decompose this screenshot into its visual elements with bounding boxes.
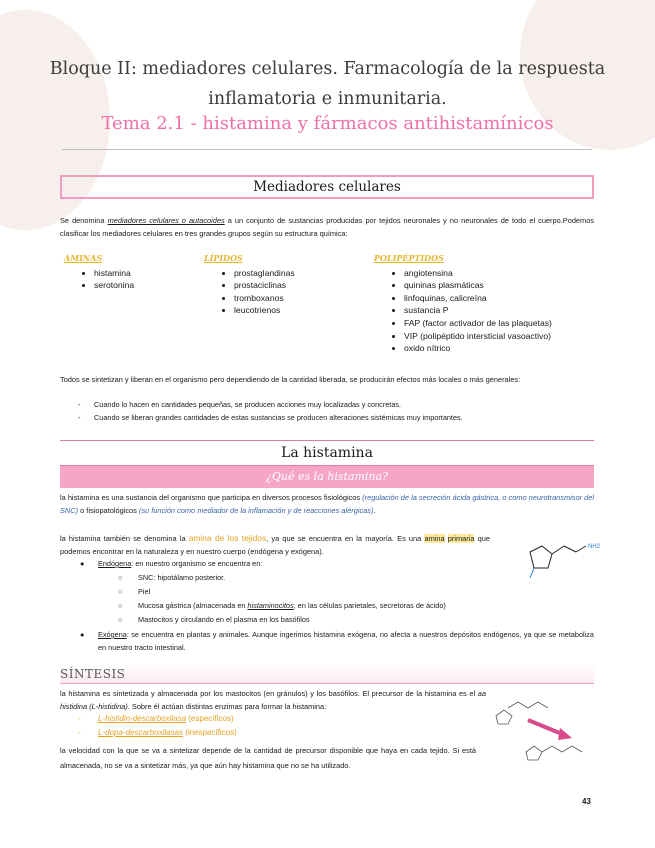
- list-item: • linfoquinas, calicreína: [404, 292, 552, 305]
- section-heading-sintesis: SÍNTESIS: [60, 665, 594, 684]
- enzyme-item-2: - L-dopa-descarboxilasas (inespecíficos): [78, 728, 237, 737]
- group-aminas: [64, 252, 134, 292]
- list-item: • leucotrienos: [234, 304, 295, 317]
- histamine-ring: [526, 746, 542, 760]
- page-subtitle: Tema 2.1 - histamina y fármacos antihistamínicos: [101, 113, 554, 134]
- term-mediadores: mediadores celulares o autacoides: [107, 216, 225, 225]
- list-item: • VIP (polipéptido intersticial vasoactivo): [404, 330, 552, 343]
- endogena-sub-4: ○ Mastocitos y circulando en el plasma en los basófilos: [118, 615, 310, 624]
- intro-paragraph: Se denomina mediadores celulares o autacoides a un conjunto de sustancias producidas por tejidos neuronales y no neuronales de todo el cuerpo.Podemos clasificar los mediadores celulares en tres grandes grupos según su estructura química:: [60, 216, 595, 238]
- list-item: • tromboxanos: [234, 292, 295, 305]
- amina-paragraph: la histamina también se denomina la amina de los tejidos, ya que se encuentra en la mayoría. Es una amina primaria que podemos encontrar en la naturaleza y en nuestro cuerpo (endógena y exógena).: [60, 533, 490, 556]
- list-item: • serotonina: [94, 279, 134, 292]
- release-item-2: - Cuando se liberan grandes cantidades de estas sustancias se producen alteraciones sistémicas muy importantes.: [78, 413, 463, 422]
- list-item: • FAP (factor activador de las plaquetas): [404, 317, 552, 330]
- group-title: AMINAS: [64, 253, 103, 263]
- amine-label: NH2: [588, 544, 601, 550]
- section-heading-mediadores: Mediadores celulares: [60, 175, 594, 199]
- list-item: • sustancia P: [404, 304, 552, 317]
- release-paragraph: Todos se sintetizan y liberan en el organismo pero dependiendo de la cantidad liberada, se producirán efectos más locales o más generales:: [60, 375, 521, 384]
- synthesis-reaction-diagram: [488, 688, 600, 774]
- histidine-skeleton: [508, 702, 548, 708]
- endogena-sub-1: ○ SNC: hipotálamo posterior.: [118, 573, 226, 582]
- group-title: POLIPÉPTIDOS: [374, 253, 444, 263]
- reaction-arrowhead: [558, 728, 572, 740]
- section-heading-histamina: La histamina: [60, 440, 594, 466]
- group-polipeptidos: [374, 252, 552, 355]
- list-item: • prostaciclinas: [234, 279, 295, 292]
- histamina-definition: la histamina es una sustancia del organismo que participa en diversos procesos fisiológicos (regulación de la secreción ácida gástrica, o como neurotransmisor del SNC) o fisiopatológicos (su función como mediador de la inflamación y de reacciones alérgicas).: [60, 493, 594, 515]
- velocity-paragraph: la velocidad con la que se va a sintetizar depende de la cantidad de precursor disponible que haya en cada tejido. Si está almacenada, no se va a sintetizar más, ya que aún hay histamina que no se ha utilizado.: [60, 746, 476, 770]
- chain-bond-3: [576, 546, 586, 552]
- histidine-ring: [496, 710, 512, 724]
- list-item: • angiotensina: [404, 267, 552, 280]
- exogena-item: ● Exógena: se encuentra en plantas y animales. Aunque ingerimos histamina exógena, no afecta a nuestros depósitos endógenos, ya que se metaboliza en nuestro tracto intestinal.: [80, 630, 594, 652]
- endogena-sub-3: ○ Mucosa gástrica (almacenada en histaminocitos, en las células parietales, secretoras de ácido): [118, 601, 446, 610]
- list-item: • oxido nítrico: [404, 342, 552, 355]
- histamine-chain: [542, 746, 582, 752]
- chain-bond-2: [564, 546, 576, 552]
- subheading-que-es: ¿Qué es la histamina?: [60, 466, 594, 488]
- title-divider: [62, 149, 592, 150]
- chain-bond-1: [552, 546, 564, 554]
- page-title: [40, 54, 615, 114]
- list-item: • histamina: [94, 267, 134, 280]
- reaction-arrow: [528, 720, 562, 734]
- sintesis-paragraph: la histamina es sintetizada y almacenada por los mastocitos (en gránulos) y los basófilos. El precursor de la histamina es el aa histidina (L-histidina). Sobre él actúan distintas enzimas para formar la histamina:: [60, 689, 486, 711]
- release-item-1: - Cuando lo hacen en cantidades pequeñas, se producen acciones muy localizadas y concretas.: [78, 400, 402, 409]
- title-line-2: inflamatoria e inmunitaria.: [208, 89, 447, 109]
- enzyme-item-1: - L-histidin-descarboxilasa (específicos): [78, 714, 234, 723]
- title-line-1: Bloque II: mediadores celulares. Farmacología de la respuesta: [49, 59, 606, 79]
- group-title: LÍPIDOS: [204, 253, 243, 263]
- list-item: • prostaglandinas: [234, 267, 295, 280]
- endogena-sub-2: ○ Piel: [118, 587, 151, 596]
- page-number: 43: [582, 797, 591, 806]
- section-heading-histamina-block: [60, 440, 594, 488]
- group-lipidos: [204, 252, 295, 317]
- list-item: • quininas plasmáticas: [404, 279, 552, 292]
- endogena-item: ● Endógena: en nuestro organismo se encuentra en:: [80, 559, 263, 568]
